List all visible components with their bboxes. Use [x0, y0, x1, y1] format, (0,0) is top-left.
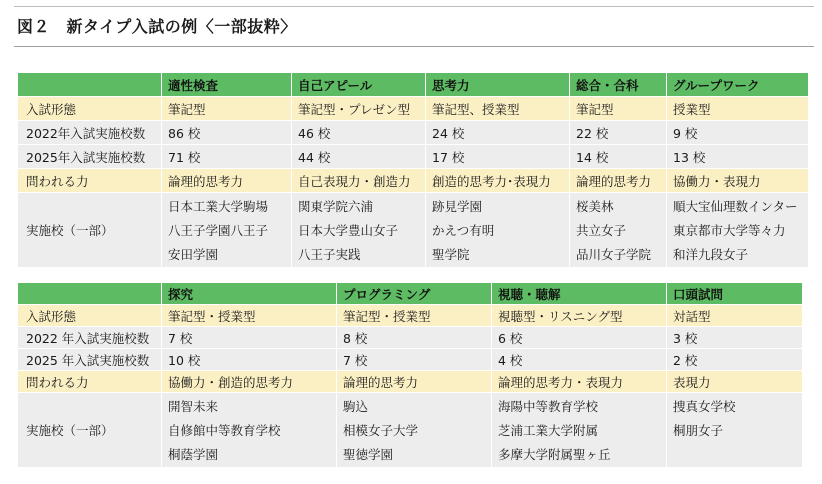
row-label: 2022 年入試実施校数 [18, 327, 162, 349]
school-name: 聖徳学園 [343, 447, 394, 462]
school-name: 日本工業大学駒場 [168, 199, 269, 214]
schools-cell [426, 193, 570, 268]
schools-cell [292, 193, 426, 268]
table-cell: 44 校 [292, 145, 426, 169]
table-cell: 対話型 [667, 305, 803, 327]
table-row [18, 349, 803, 371]
school-name: 駒込 [343, 399, 369, 414]
school-name: 自修館中等教育学校 [168, 423, 281, 438]
schools-row [18, 393, 803, 468]
school-name: 相模女子大学 [343, 423, 419, 438]
row-label: 2025年入試実施校数 [18, 145, 162, 169]
table-row [18, 97, 809, 121]
row-label: 2025 年入試実施校数 [18, 349, 162, 371]
school-name: 聖学院 [432, 247, 470, 262]
column-header: 総合・合科 [570, 73, 667, 97]
school-name: 品川女子学院 [576, 247, 652, 262]
school-name: かえつ有明 [432, 223, 495, 238]
table-cell: 論理的思考力・表現力 [492, 371, 667, 393]
table-cell: 協働力・表現力 [667, 169, 809, 193]
row-label: 実施校（一部） [18, 193, 162, 268]
table-cell: 筆記型 [162, 97, 292, 121]
school-name: 捜真女学校 [673, 399, 736, 414]
table-cell: 6 校 [492, 327, 667, 349]
table-cell: 筆記型・授業型 [162, 305, 337, 327]
column-header: プログラミング [337, 283, 492, 305]
school-name: 八王子学園八王子 [168, 223, 269, 238]
schools-cell [162, 393, 337, 468]
schools-row [18, 193, 809, 268]
table-row [18, 145, 809, 169]
school-name: 桐蔭学園 [168, 447, 219, 462]
school-name: 開智未来 [168, 399, 219, 414]
school-name: 順大宝仙理数インター [673, 199, 798, 214]
column-header: 思考力 [426, 73, 570, 97]
school-name: 芝浦工業大学附属 [498, 423, 599, 438]
title-rule [14, 46, 814, 47]
table-cell: 筆記型・授業型 [337, 305, 492, 327]
table-row [18, 327, 803, 349]
table-row [18, 305, 803, 327]
exam-table-2 [17, 282, 803, 468]
column-header: 自己アピール [292, 73, 426, 97]
table-cell: 自己表現力・創造力 [292, 169, 426, 193]
row-label: 問われる力 [18, 169, 162, 193]
school-name: 桜美林 [576, 199, 614, 214]
schools-cell [570, 193, 667, 268]
table-cell: 4 校 [492, 349, 667, 371]
column-header: 口頭試問 [667, 283, 803, 305]
table-cell: 論理的思考力 [570, 169, 667, 193]
school-name: 日本大学豊山女子 [298, 223, 399, 238]
school-name: 八王子実践 [298, 247, 361, 262]
table-cell: 授業型 [667, 97, 809, 121]
figure-title: 図２ 新タイプ入試の例〈一部抜粋〉 [17, 17, 297, 36]
table-cell: 17 校 [426, 145, 570, 169]
table-row [18, 169, 809, 193]
table-cell: 筆記型 [570, 97, 667, 121]
schools-cell [162, 193, 292, 268]
row-label: 実施校（一部） [18, 393, 162, 468]
school-name: 東京都市大学等々力 [673, 223, 786, 238]
table-cell: 論理的思考力 [337, 371, 492, 393]
row-label: 入試形態 [18, 305, 162, 327]
schools-cell [667, 393, 803, 468]
table-cell: 8 校 [337, 327, 492, 349]
school-name: 海陽中等教育学校 [498, 399, 599, 414]
school-name: 桐朋女子 [673, 423, 724, 438]
table-cell: 協働力・創造的思考力 [162, 371, 337, 393]
header-row [18, 73, 809, 97]
column-header: 視聴・聴解 [492, 283, 667, 305]
header-corner [18, 283, 162, 305]
column-header: グループワーク [667, 73, 809, 97]
exam-table-1 [17, 72, 809, 268]
table-cell: 筆記型、授業型 [426, 97, 570, 121]
row-label: 入試形態 [18, 97, 162, 121]
row-label: 問われる力 [18, 371, 162, 393]
table-row [18, 121, 809, 145]
table-cell: 14 校 [570, 145, 667, 169]
table-row [18, 371, 803, 393]
header-row [18, 283, 803, 305]
table-cell: 2 校 [667, 349, 803, 371]
table-cell: 10 校 [162, 349, 337, 371]
table-cell: 71 校 [162, 145, 292, 169]
school-name: 安田学園 [168, 247, 219, 262]
table-cell: 視聴型・リスニング型 [492, 305, 667, 327]
table-cell: 筆記型・プレゼン型 [292, 97, 426, 121]
table-cell: 7 校 [337, 349, 492, 371]
table-cell: 創造的思考力･表現力 [426, 169, 570, 193]
row-label: 2022年入試実施校数 [18, 121, 162, 145]
schools-cell [492, 393, 667, 468]
schools-cell [337, 393, 492, 468]
table-cell: 3 校 [667, 327, 803, 349]
table-cell: 46 校 [292, 121, 426, 145]
table-cell: 86 校 [162, 121, 292, 145]
school-name: 多摩大学附属聖ヶ丘 [498, 447, 611, 462]
school-name: 共立女子 [576, 223, 627, 238]
school-name: 跡見学園 [432, 199, 483, 214]
schools-cell [667, 193, 809, 268]
table-cell: 論理的思考力 [162, 169, 292, 193]
column-header: 探究 [162, 283, 337, 305]
table-cell: 表現力 [667, 371, 803, 393]
table-cell: 24 校 [426, 121, 570, 145]
top-rule [14, 6, 814, 7]
table-cell: 13 校 [667, 145, 809, 169]
table-cell: 7 校 [162, 327, 337, 349]
header-corner [18, 73, 162, 97]
table-cell: 22 校 [570, 121, 667, 145]
school-name: 関東学院六浦 [298, 199, 374, 214]
table-cell: 9 校 [667, 121, 809, 145]
column-header: 適性検査 [162, 73, 292, 97]
school-name: 和洋九段女子 [673, 247, 749, 262]
